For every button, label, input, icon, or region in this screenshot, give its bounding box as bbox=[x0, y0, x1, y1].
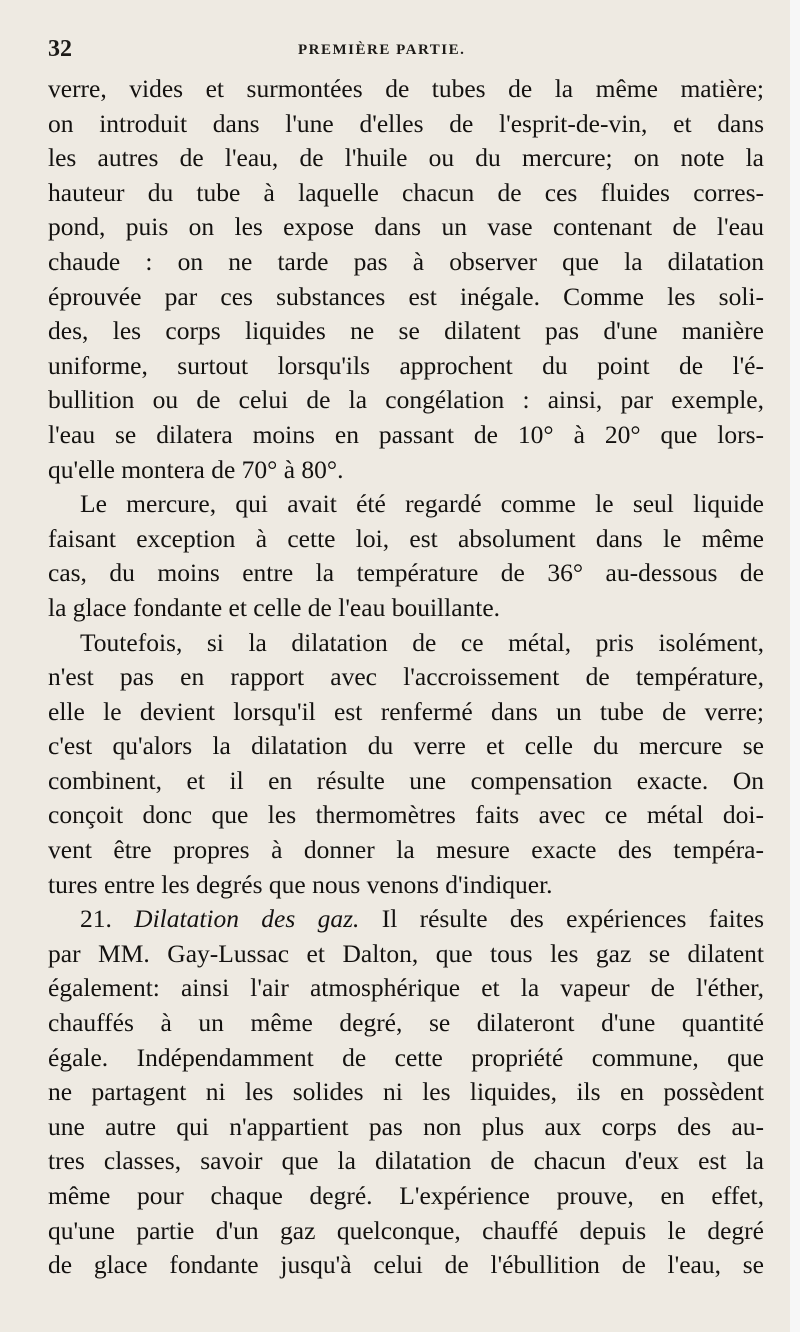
text-line: par MM. Gay-Lussac et Dalton, que tous les gaz se dilatent bbox=[48, 938, 764, 968]
text-line: bullition ou de celui de la congélation : ainsi, par exemple, bbox=[48, 385, 764, 415]
text-line: elle le devient lorsqu'il est renfermé dans un tube de verre; bbox=[48, 696, 764, 726]
text-line: les autres de l'eau, de l'huile ou du mercure; on note la bbox=[48, 143, 764, 173]
text-line: ne partagent ni les solides ni les liquides, ils en possèdent bbox=[48, 1077, 764, 1107]
text-line: Toutefois, si la dilatation de ce métal, pris isolément, bbox=[80, 627, 764, 657]
page-number: 32 bbox=[48, 36, 72, 62]
text-line: même pour chaque degré. L'expérience prouve, en effet, bbox=[48, 1181, 764, 1210]
text-line: des, les corps liquides ne se dilatent pas d'une manière bbox=[48, 316, 764, 346]
text-line: combinent, et il en résulte une compensation exacte. On bbox=[48, 765, 764, 795]
text-line: de glace fondante jusqu'à celui de l'ébullition de l'eau, se bbox=[48, 1250, 764, 1280]
text-line: conçoit donc que les thermomètres faits avec ce métal doi- bbox=[48, 800, 764, 830]
text-line: pond, puis on les expose dans un vase contenant de l'eau bbox=[48, 212, 764, 242]
text-line: cas, du moins entre la température de 36° au-dessous de bbox=[48, 558, 764, 588]
text-line: également: ainsi l'air atmosphérique et la vapeur de l'éther, bbox=[48, 973, 764, 1003]
section-heading-line bbox=[48, 902, 764, 937]
text-line: c'est qu'alors la dilatation du verre et celle du mercure se bbox=[48, 731, 764, 761]
text-line: uniforme, surtout lorsqu'ils approchent du point de l'é- bbox=[48, 350, 764, 380]
text-line: faisant exception à cette loi, est absolument dans le même bbox=[48, 523, 764, 553]
page-edge bbox=[790, 0, 800, 1332]
text-line: tures entre les degrés que nous venons d'indiquer. bbox=[48, 869, 553, 899]
page-header bbox=[48, 36, 764, 66]
text-line: l'eau se dilatera moins en passant de 10° à 20° que lors- bbox=[48, 419, 764, 449]
text-line: tres classes, savoir que la dilatation de chacun d'eux est la bbox=[48, 1146, 764, 1176]
text-line: Le mercure, qui avait été regardé comme le seul liquide bbox=[80, 489, 764, 519]
section-number: 21. bbox=[80, 904, 135, 934]
text-line: chauffés à un même degré, se dilateront d'une quantité bbox=[48, 1008, 764, 1038]
text-line: la glace fondante et celle de l'eau bouillante. bbox=[48, 592, 501, 622]
text-line: qu'elle montera de 70° à 80°. bbox=[48, 454, 344, 484]
text-line: éprouvée par ces substances est inégale. Comme les soli- bbox=[48, 281, 764, 311]
text-line: on introduit dans l'une d'elles de l'esprit-de-vin, et dans bbox=[48, 108, 764, 138]
text-line: chaude : on ne tarde pas à observer que la dilatation bbox=[48, 246, 764, 276]
text-line: verre, vides et surmontées de tubes de la même matière; bbox=[48, 74, 764, 103]
text-line: hauteur du tube à laquelle chacun de ces fluides corres- bbox=[48, 177, 764, 207]
text-line: n'est pas en rapport avec l'accroissement de température, bbox=[48, 662, 764, 692]
body-text bbox=[48, 72, 764, 1283]
text-line: vent être propres à donner la mesure exacte des tempéra- bbox=[48, 835, 764, 865]
text-line: égale. Indépendamment de cette propriété commune, que bbox=[48, 1042, 764, 1072]
section-title: Dilatation des gaz. bbox=[134, 904, 360, 934]
text-line: qu'une partie d'un gaz quelconque, chauffé depuis le degré bbox=[48, 1215, 764, 1245]
section-heading-text: Il résulte des expériences faites bbox=[359, 904, 764, 934]
running-head: PREMIÈRE PARTIE. bbox=[298, 42, 466, 58]
text-line: une autre qui n'appartient pas non plus aux corps des au- bbox=[48, 1111, 764, 1141]
